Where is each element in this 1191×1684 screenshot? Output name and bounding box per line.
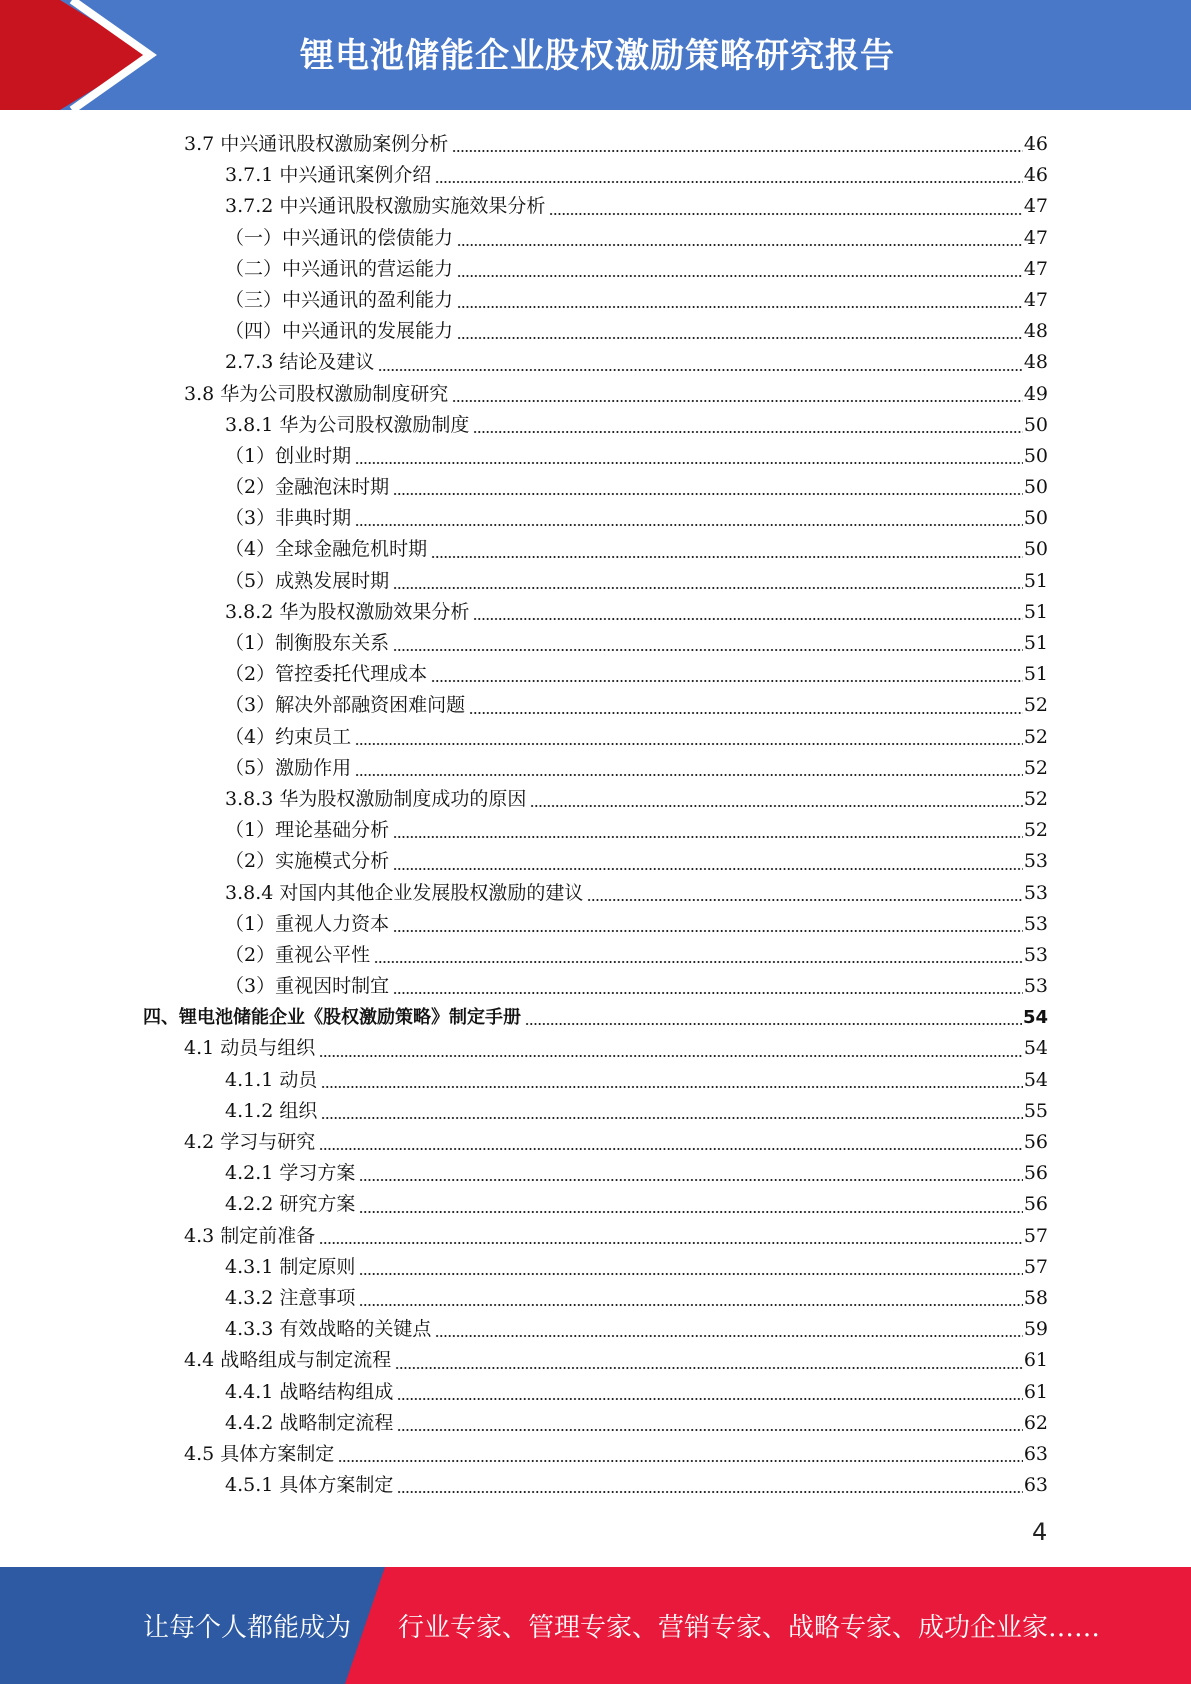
toc-leader-dots (452, 129, 1023, 160)
toc-entry-page: 63 (1023, 1474, 1048, 1497)
toc-entry[interactable] (0, 690, 1048, 721)
toc-entry[interactable] (0, 722, 1048, 753)
toc-entry[interactable] (0, 1408, 1048, 1439)
toc-entry[interactable] (0, 410, 1048, 441)
toc-entry-label: 4.3.3 有效战略的关键点 (225, 1318, 432, 1341)
toc-entry-label: （一）中兴通讯的偿债能力 (225, 226, 454, 249)
toc-entry[interactable] (0, 846, 1048, 877)
toc-entry-page: 46 (1023, 164, 1048, 187)
toc-entry-page: 54 (1022, 1007, 1048, 1029)
toc-leader-dots (319, 1221, 1023, 1252)
toc-leader-dots (374, 940, 1023, 971)
toc-entry-label: （5）成熟发展时期 (225, 569, 390, 592)
page-footer (0, 1567, 1191, 1684)
toc-entry-label: （4）全球金融危机时期 (225, 538, 428, 561)
toc-leader-dots (435, 1314, 1022, 1345)
toc-entry-page: 47 (1023, 257, 1048, 280)
toc-leader-dots (452, 379, 1023, 410)
toc-leader-dots (473, 410, 1022, 441)
toc-entry-label: 4.3.2 注意事项 (225, 1286, 356, 1309)
toc-entry-label: （3）非典时期 (225, 507, 352, 530)
toc-entry-label: 4.4.1 战略结构组成 (225, 1380, 394, 1403)
toc-entry-page: 51 (1023, 632, 1048, 654)
toc-entry-label: 4.5.1 具体方案制定 (225, 1474, 394, 1497)
toc-leader-dots (525, 1002, 1022, 1033)
toc-entry[interactable] (0, 1158, 1048, 1189)
toc-entry-label: （2）金融泡沫时期 (225, 476, 390, 499)
toc-entry[interactable] (0, 254, 1048, 285)
toc-entry-page: 54 (1023, 1037, 1048, 1060)
toc-entry[interactable] (0, 909, 1048, 940)
toc-entry-label: 4.1.1 动员 (225, 1068, 318, 1091)
toc-entry[interactable] (0, 160, 1048, 191)
toc-entry-label: （三）中兴通讯的盈利能力 (225, 288, 454, 311)
toc-entry-label: 4.3.1 制定原则 (225, 1255, 356, 1278)
toc-entry-label: 4.5 具体方案制定 (184, 1442, 335, 1465)
toc-entry[interactable] (0, 1065, 1048, 1096)
toc-entry-label: （1）理论基础分析 (225, 819, 390, 842)
toc-leader-dots (355, 722, 1023, 753)
toc-entry[interactable] (0, 316, 1048, 347)
toc-leader-dots (397, 1377, 1022, 1408)
toc-leader-dots (457, 223, 1023, 254)
toc-entry[interactable] (0, 597, 1048, 628)
toc-leader-dots (319, 1127, 1023, 1158)
toc-entry[interactable] (0, 223, 1048, 254)
toc-leader-dots (435, 160, 1022, 191)
toc-leader-dots (393, 846, 1023, 877)
toc-entry-label: 3.8.3 华为股权激励制度成功的原因 (225, 787, 527, 810)
toc-entry[interactable] (0, 1189, 1048, 1220)
toc-entry-page: 47 (1023, 195, 1048, 218)
toc-entry-page: 53 (1023, 912, 1048, 935)
toc-entry-label: 4.1 动员与组织 (184, 1037, 316, 1060)
toc-leader-dots (355, 441, 1023, 472)
toc-entry-page: 51 (1023, 663, 1048, 686)
toc-entry-label: 3.8.4 对国内其他企业发展股权激励的建议 (225, 881, 584, 904)
toc-entry-label: 4.3 制定前准备 (184, 1224, 316, 1247)
toc-entry[interactable] (0, 472, 1048, 503)
toc-entry-page: 53 (1023, 975, 1048, 998)
toc-entry[interactable] (0, 753, 1048, 784)
toc-leader-dots (457, 254, 1023, 285)
toc-entry-page: 61 (1023, 1349, 1048, 1372)
toc-entry-page: 47 (1023, 288, 1048, 311)
toc-entry-page: 54 (1023, 1068, 1048, 1091)
toc-entry-page: 50 (1023, 413, 1048, 436)
toc-entry-label: 4.2.1 学习方案 (225, 1162, 356, 1185)
toc-entry[interactable] (0, 347, 1048, 378)
toc-leader-dots (359, 1189, 1022, 1220)
toc-entry-label: 3.8 华为公司股权激励制度研究 (184, 382, 449, 405)
page-number: 4 (1032, 1518, 1048, 1546)
toc-entry-page: 61 (1023, 1380, 1048, 1403)
toc-leader-dots (319, 1033, 1023, 1064)
footer-slogan-left: 让每个人都能成为 (143, 1613, 352, 1643)
toc-leader-dots (355, 753, 1023, 784)
toc-entry-label: 3.7 中兴通讯股权激励案例分析 (184, 133, 449, 155)
toc-entry-label: （1）制衡股东关系 (225, 632, 390, 654)
toc-leader-dots (473, 597, 1022, 628)
toc-entry-label: 4.4.2 战略制定流程 (225, 1411, 394, 1434)
toc-entry-page: 50 (1023, 538, 1048, 561)
toc-leader-dots (321, 1065, 1022, 1096)
toc-entry[interactable] (0, 1096, 1048, 1127)
toc-entry[interactable] (0, 566, 1048, 597)
toc-leader-dots (393, 909, 1023, 940)
toc-entry-label: （四）中兴通讯的发展能力 (225, 320, 454, 343)
toc-leader-dots (338, 1439, 1023, 1470)
toc-entry-label: 3.8.2 华为股权激励效果分析 (225, 600, 470, 623)
toc-entry-page: 47 (1023, 226, 1048, 249)
page-header (0, 0, 1191, 110)
toc-leader-dots (359, 1252, 1022, 1283)
toc-entry-page: 52 (1023, 819, 1048, 842)
toc-entry-page: 52 (1023, 787, 1048, 810)
toc-entry-label: （1）重视人力资本 (225, 912, 390, 935)
toc-entry[interactable] (0, 534, 1048, 565)
toc-entry-page: 53 (1023, 850, 1048, 873)
toc-entry[interactable] (0, 503, 1048, 534)
toc-entry[interactable] (0, 659, 1048, 690)
toc-entry-page: 56 (1023, 1193, 1048, 1216)
toc-entry-page: 48 (1023, 351, 1048, 374)
toc-entry-page: 46 (1023, 133, 1048, 155)
toc-entry-label: （二）中兴通讯的营运能力 (225, 257, 454, 280)
toc-entry[interactable] (0, 1345, 1048, 1376)
toc-entry-label: 2.7.3 结论及建议 (225, 351, 375, 374)
toc-entry-label: （1）创业时期 (225, 444, 352, 467)
toc-entry-label: （2）重视公平性 (225, 943, 371, 966)
toc-entry-page: 56 (1023, 1162, 1048, 1185)
toc-leader-dots (393, 566, 1023, 597)
toc-entry[interactable] (0, 971, 1048, 1002)
toc-leader-dots (355, 503, 1023, 534)
toc-entry-label: （3）解决外部融资困难问题 (225, 694, 466, 717)
toc-entry-label: （2）管控委托代理成本 (225, 663, 428, 686)
toc-entry[interactable] (0, 815, 1048, 846)
toc-leader-dots (359, 1158, 1022, 1189)
toc-entry[interactable] (0, 379, 1048, 410)
toc-entry[interactable] (0, 1377, 1048, 1408)
report-title: 锂电池储能企业股权激励策略研究报告 (300, 36, 895, 76)
toc-entry-page: 52 (1023, 694, 1048, 717)
toc-entry-page: 52 (1023, 756, 1048, 779)
toc-entry-label: （2）实施模式分析 (225, 850, 390, 873)
toc-leader-dots (321, 1096, 1022, 1127)
toc-leader-dots (393, 971, 1023, 1002)
toc-entry-label: 3.7.1 中兴通讯案例介绍 (225, 164, 432, 187)
toc-leader-dots (549, 191, 1022, 222)
toc-entry-page: 59 (1023, 1318, 1048, 1341)
toc-entry-page: 58 (1023, 1286, 1048, 1309)
toc-entry-page: 53 (1023, 881, 1048, 904)
toc-leader-dots (587, 878, 1022, 909)
toc-leader-dots (395, 1345, 1023, 1376)
toc-entry[interactable] (0, 441, 1048, 472)
toc-entry[interactable] (0, 285, 1048, 316)
toc-entry-page: 51 (1023, 569, 1048, 592)
toc-entry[interactable] (0, 1470, 1048, 1501)
toc-entry-page: 63 (1023, 1442, 1048, 1465)
toc-leader-dots (397, 1408, 1022, 1439)
toc-leader-dots (431, 534, 1023, 565)
toc-entry[interactable] (0, 784, 1048, 815)
toc-entry-label: （4）约束员工 (225, 725, 352, 748)
toc-leader-dots (457, 285, 1023, 316)
toc-leader-dots (530, 784, 1022, 815)
toc-entry-page: 53 (1023, 943, 1048, 966)
toc-entry[interactable] (0, 1252, 1048, 1283)
toc-entry-label: 四、锂电池储能企业《股权激励策略》制定手册 (143, 1007, 521, 1029)
toc-entry[interactable] (0, 1314, 1048, 1345)
toc-entry-page: 56 (1023, 1131, 1048, 1153)
toc-leader-dots (469, 690, 1023, 721)
toc-leader-dots (393, 815, 1023, 846)
toc-entry-page: 48 (1023, 320, 1048, 343)
toc-entry-label: 3.7.2 中兴通讯股权激励实施效果分析 (225, 195, 546, 218)
toc-entry-page: 51 (1023, 600, 1048, 623)
toc-leader-dots (457, 316, 1023, 347)
toc-leader-dots (393, 472, 1023, 503)
toc-entry[interactable] (0, 878, 1048, 909)
toc-entry-label: 4.4 战略组成与制定流程 (184, 1349, 392, 1372)
toc-entry[interactable] (0, 940, 1048, 971)
toc-entry-label: 4.2.2 研究方案 (225, 1193, 356, 1216)
toc-leader-dots (359, 1283, 1022, 1314)
toc-entry-label: 4.1.2 组织 (225, 1099, 318, 1122)
toc-entry-page: 50 (1023, 476, 1048, 499)
toc-entry[interactable] (0, 1283, 1048, 1314)
toc-entry-page: 57 (1023, 1255, 1048, 1278)
table-of-contents (0, 129, 1191, 1501)
toc-entry[interactable] (0, 1033, 1048, 1064)
toc-entry-page: 52 (1023, 725, 1048, 748)
toc-entry[interactable] (0, 1127, 1048, 1158)
toc-leader-dots (431, 659, 1023, 690)
toc-entry-label: （5）激励作用 (225, 756, 352, 779)
toc-entry[interactable] (0, 1002, 1048, 1033)
footer-slogan-right: 行业专家、管理专家、营销专家、战略专家、成功企业家…… (398, 1613, 1101, 1643)
toc-entry-label: 4.2 学习与研究 (184, 1131, 316, 1153)
toc-entry[interactable] (0, 1439, 1048, 1470)
toc-entry[interactable] (0, 1221, 1048, 1252)
toc-entry-page: 57 (1023, 1224, 1048, 1247)
toc-entry-page: 49 (1023, 382, 1048, 405)
toc-entry-page: 50 (1023, 444, 1048, 467)
toc-entry-page: 62 (1023, 1411, 1048, 1434)
toc-leader-dots (378, 347, 1022, 378)
toc-entry[interactable] (0, 129, 1048, 160)
toc-entry-page: 50 (1023, 507, 1048, 530)
toc-entry-label: 3.8.1 华为公司股权激励制度 (225, 413, 470, 436)
toc-entry[interactable] (0, 628, 1048, 659)
toc-entry-page: 55 (1023, 1099, 1048, 1122)
toc-leader-dots (393, 628, 1023, 659)
toc-entry-label: （3）重视因时制宜 (225, 975, 390, 998)
toc-leader-dots (397, 1470, 1022, 1501)
toc-entry[interactable] (0, 191, 1048, 222)
